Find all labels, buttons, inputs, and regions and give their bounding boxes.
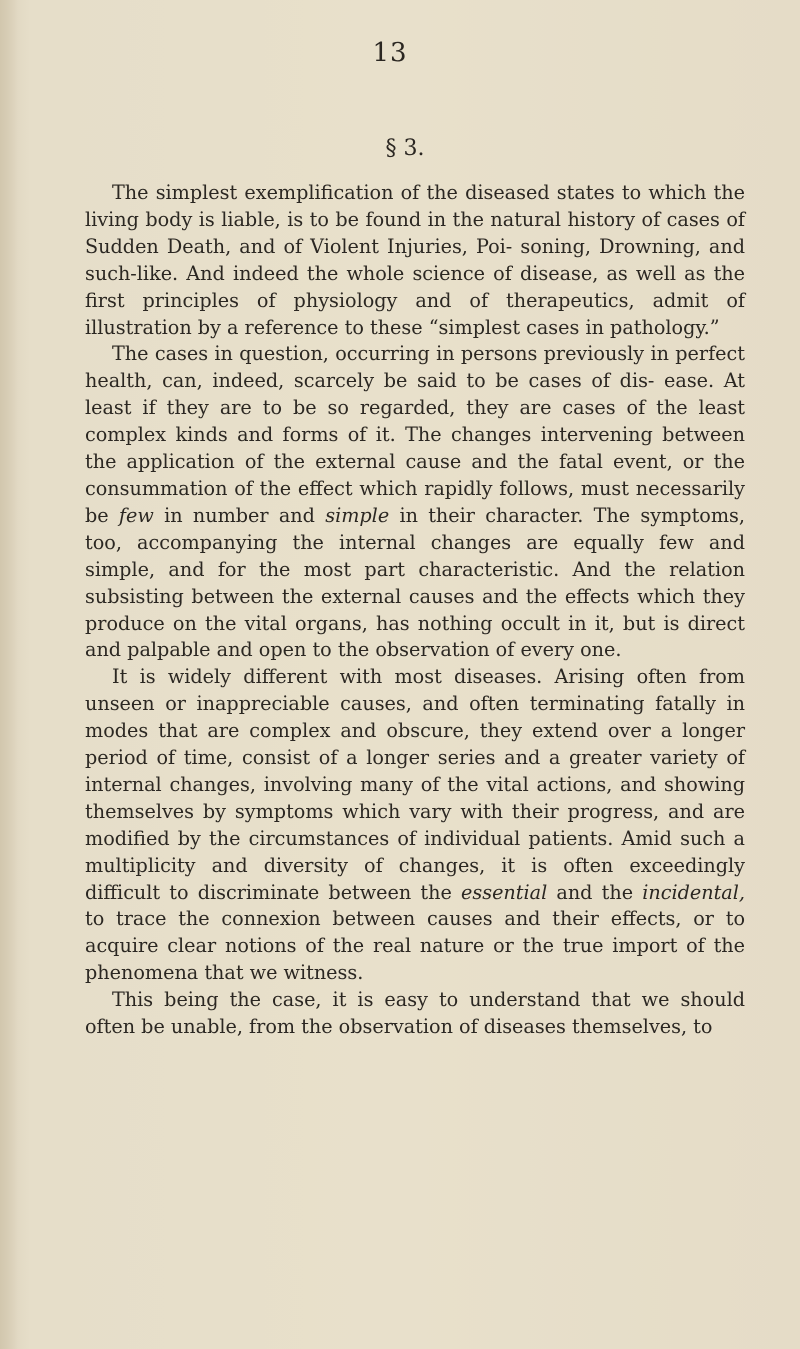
paragraph-3-part-3: to trace the connexion between causes and their effects, or to acquire clear notions of the real nature or the true import of the phenomena that we witness. xyxy=(85,907,745,985)
emphasis-simple: simple xyxy=(325,503,390,527)
body-text xyxy=(85,180,745,1041)
paragraph-4: This being the case, it is easy to understand that we should often be unable, from the observation of diseases themselves, to xyxy=(85,988,745,1039)
paragraph-2-part-2: in number and xyxy=(164,503,315,527)
section-heading: § 3. xyxy=(385,136,425,161)
paragraph-1: The simplest exemplification of the diseased states to which the living body is liable, is to be found in the natural history of cases of Sudden Death, and of Violent Injuries, Poi- soning, Drowning, and such-like. And indeed the whole science of disease, as well as the first principles of physiology and of therapeutics, admit of illustration by a reference to these “simplest cases in pathology.” xyxy=(85,181,745,339)
page-number: 13 xyxy=(372,38,408,68)
paragraph-2 xyxy=(85,341,745,664)
emphasis-incidental: incidental, xyxy=(642,880,745,904)
emphasis-few: few xyxy=(118,503,154,527)
paragraph-3 xyxy=(85,664,745,987)
emphasis-essential: essential xyxy=(461,880,548,904)
paragraph-2-part-3: in their character. The symptoms, too, accompanying the internal changes are equally few and simple, and for the most part characteristic. And the relation subsisting between the external causes and the effects which they produce on the vital organs, has nothing occult in it, but is direct and palpable and open to the observation of every one. xyxy=(85,503,745,662)
paragraph-3-part-2: and the xyxy=(556,880,634,904)
page-gutter-shadow xyxy=(0,0,18,1349)
paragraph-3-part-1: It is widely different with most diseases. Arising often from unseen or inappreciable causes, and often terminating fatally in modes that are complex and obscure, they extend over a longer period of time, consist of a longer series and a greater variety of internal changes, involving many of the vital actions, and showing themselves by symptoms which vary with their progress, and are modified by the circumstances of individual patients. Amid such a multiplicity and diversity of changes, it is often exceedingly difficult to discriminate between the xyxy=(85,665,745,904)
paragraph-2-part-1: The cases in question, occurring in persons previously in perfect health, can, indeed, scarcely be said to be cases of dis- ease. At least if they are to be so regarded, they are cases of the least complex kinds and forms of it. The changes intervening between the application of the external cause and the fatal event, or the consummation of the effect which rapidly follows, must necessarily be xyxy=(85,342,745,527)
